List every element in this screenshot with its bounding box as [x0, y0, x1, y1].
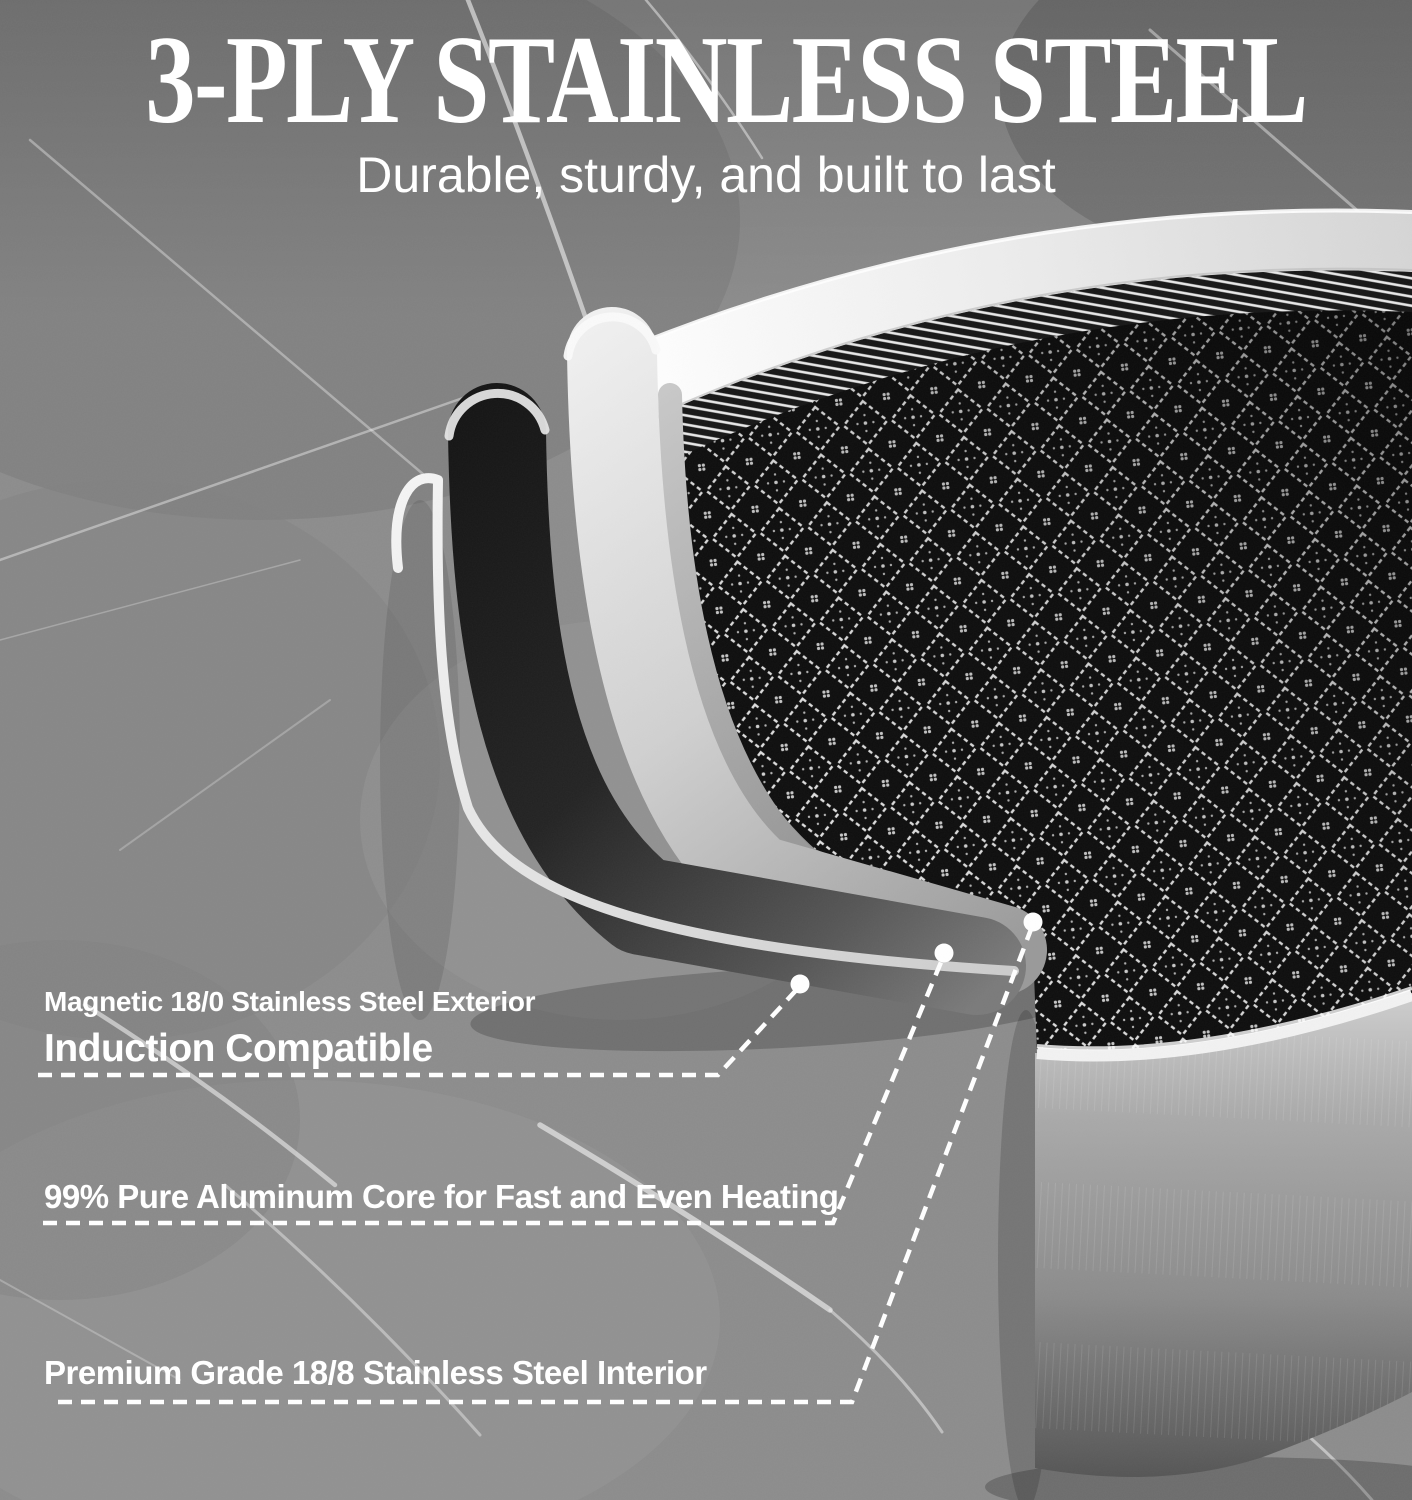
page-title: [0, 11, 1412, 150]
callout-core-text: 99% Pure Aluminum Core for Fast and Even Heating: [44, 1178, 839, 1215]
callout-exterior-line2: Induction Compatible: [44, 1027, 433, 1070]
callout-interior-text: Premium Grade 18/8 Stainless Steel Interior: [44, 1354, 707, 1391]
callout-exterior-line1: Magnetic 18/0 Stainless Steel Exterior: [44, 986, 536, 1017]
page-subtitle: Durable, sturdy, and built to last: [356, 147, 1056, 203]
page-title-text: 3-PLY STAINLESS STEEL: [145, 11, 1307, 150]
